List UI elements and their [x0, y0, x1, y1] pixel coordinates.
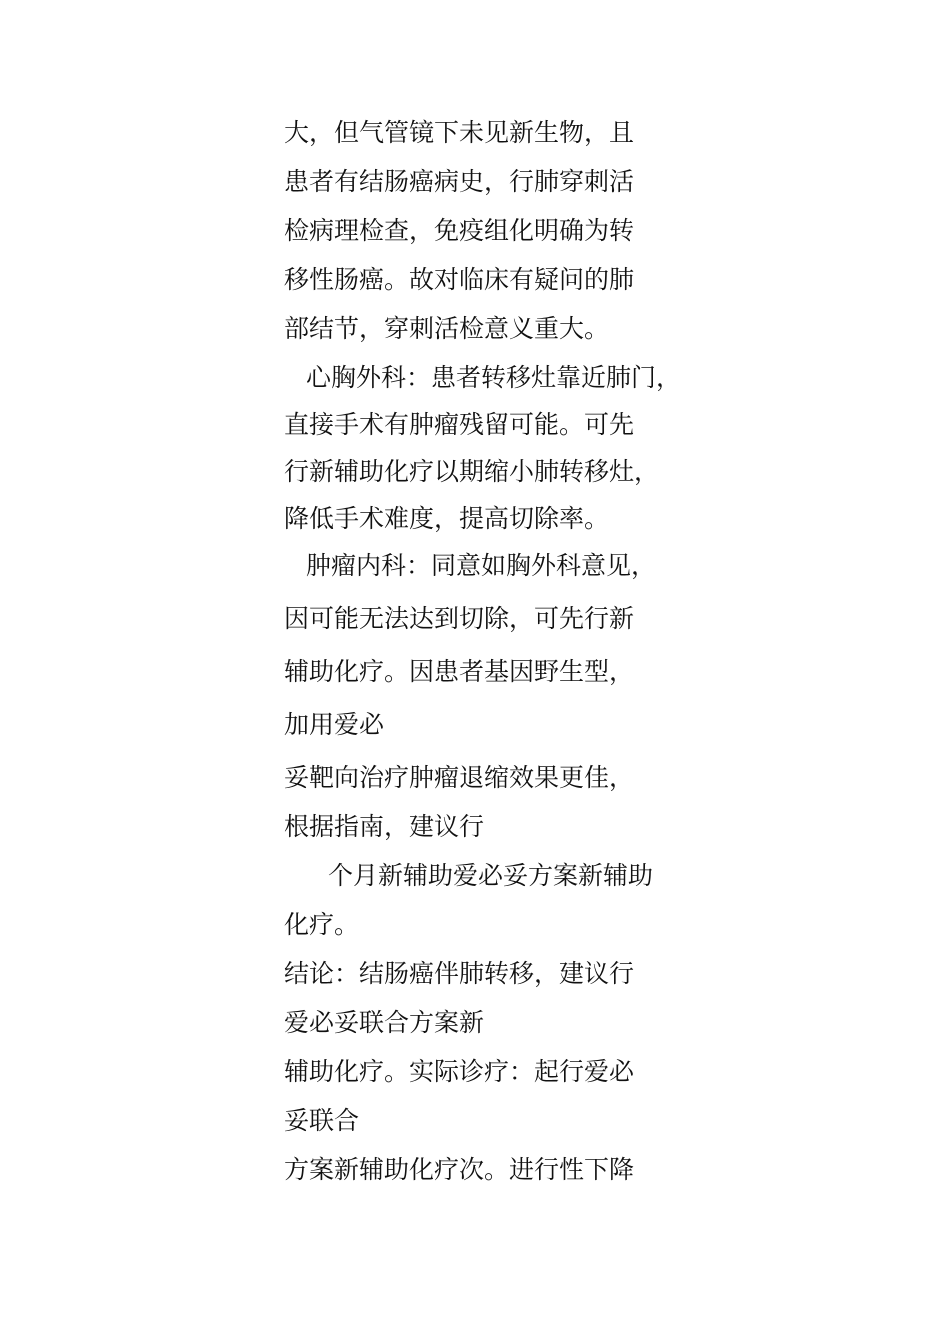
text-line: 根据指南，建议行	[284, 812, 485, 841]
text-line: 加用爱必	[284, 710, 385, 739]
text-line: 行新辅助化疗以期缩小肺转移灶，	[284, 457, 660, 486]
text-line: 移性肠癌。故对临床有疑问的肺	[284, 265, 635, 294]
text-line: 化疗。	[284, 910, 360, 939]
text-line: 妥靶向治疗肿瘤退缩效果更佳，	[284, 763, 635, 792]
text-line: 大，但气管镜下未见新生物，且	[284, 118, 635, 147]
text-line: 部结节，穿刺活检意义重大。	[284, 314, 610, 343]
text-line: 患者有结肠癌病史，行肺穿刺活	[284, 167, 635, 196]
text-line: 辅助化疗。实际诊疗：起行爱必	[284, 1057, 635, 1086]
text-line: 辅助化疗。因患者基因野生型，	[284, 657, 635, 686]
text-line: 降低手术难度，提高切除率。	[284, 504, 610, 533]
paragraph-start-line: 心胸外科：患者转移灶靠近肺门，	[306, 363, 682, 392]
text-line: 爱必妥联合方案新	[284, 1008, 485, 1037]
paragraph-start-line: 肿瘤内科：同意如胸外科意见，	[306, 551, 657, 580]
text-line: 妥联合	[284, 1106, 360, 1135]
text-line: 因可能无法达到切除，可先行新	[284, 604, 635, 633]
text-line: 直接手术有肿瘤残留可能。可先	[284, 410, 635, 439]
conclusion-line: 结论：结肠癌伴肺转移，建议行	[284, 959, 635, 988]
text-line: 方案新辅助化疗次。进行性下降	[284, 1155, 635, 1184]
text-line: 检病理检查，免疫组化明确为转	[284, 216, 635, 245]
indented-line: 个月新辅助爱必妥方案新辅助	[328, 861, 654, 890]
